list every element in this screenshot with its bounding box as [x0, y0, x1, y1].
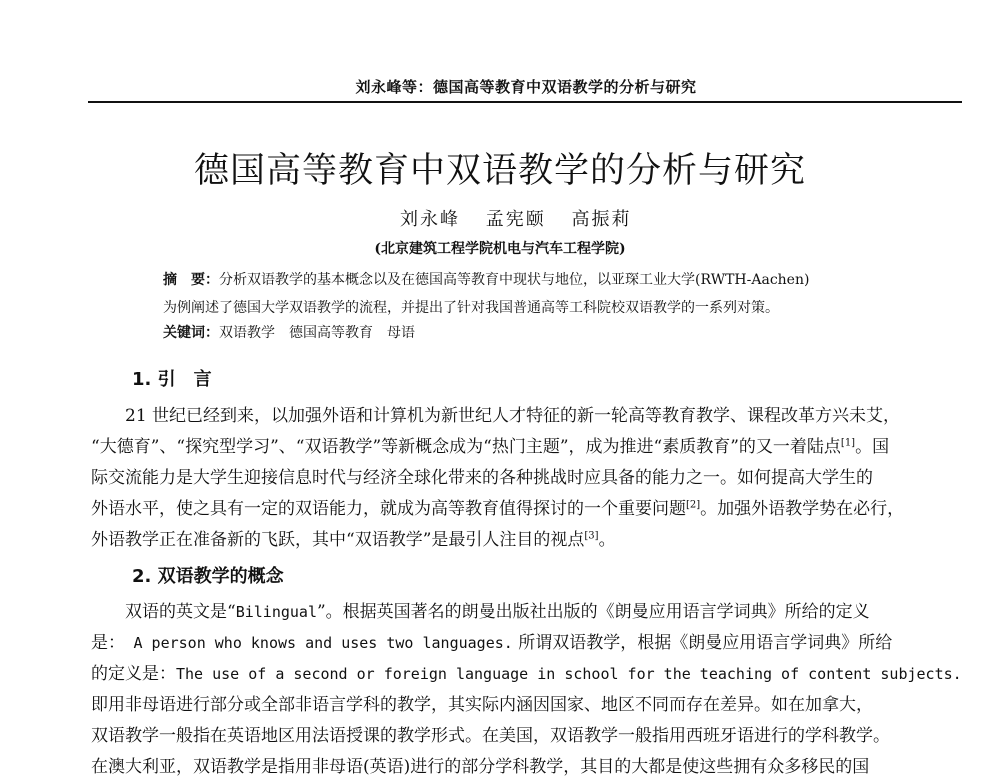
text-line: 的定义是：The use of a second or foreign language in school for the teaching of content subjects. [91, 664, 962, 684]
abstract [163, 266, 883, 322]
citation: [3] [584, 530, 599, 542]
author-list [400, 205, 649, 231]
text-line: 在澳大利亚，双语教学是指用非母语(英语)进行的部分学科教学，其目的大都是使这些拥有众多移民的国 [91, 757, 870, 777]
text-line: 是： A person who knows and uses two languages. 所谓双语教学，根据《朗曼应用语言学词典》所给 [91, 633, 893, 653]
text-line: 双语教学一般指在英语地区用法语授课的教学形式。在美国，双语教学一般指用西班牙语进行的学科教学。 [91, 726, 890, 746]
text-line: 际交流能力是大学生迎接信息时代与经济全球化带来的各种挑战时应具备的能力之一。如何提高大学生的 [91, 468, 873, 488]
affiliation: (北京建筑工程学院机电与汽车工程学院) [374, 241, 626, 257]
keywords [163, 322, 415, 342]
paragraph-introduction [91, 401, 931, 556]
author-name: 高振莉 [571, 209, 632, 230]
author-name: 刘永峰 [400, 209, 460, 230]
keywords-label: 关键词： [163, 325, 219, 341]
keywords-list: 双语教学 德国高等教育 母语 [219, 325, 415, 341]
text-line: 双语的英文是“Bilingual”。根据英国著名的朗曼出版社出版的《朗曼应用语言学词典》所给的定义 [125, 602, 870, 622]
citation: [1] [840, 437, 856, 449]
section-heading: 1. 引 言 [132, 369, 212, 390]
citation: [2] [686, 499, 701, 511]
text-line: 即用非母语进行部分或全部非语言学科的教学，其实际内涵因国家、地区不同而存在差异。如在加拿大， [91, 695, 873, 715]
abstract-text-line: 分析双语教学的基本概念以及在德国高等教育中现状与地位，以亚琛工业大学(RWTH-Aachen) [219, 272, 810, 288]
running-header: 刘永峰等：德国高等教育中双语教学的分析与研究 [355, 78, 697, 96]
section-heading: 2. 双语教学的概念 [132, 566, 284, 587]
paragraph-definition [91, 597, 962, 783]
text-line: 外语教学正在准备新的飞跃，其中“双语教学”是最引人注目的视点[3]。 [91, 530, 616, 550]
abstract-label: 摘 要： [163, 272, 219, 288]
text-line: 外语水平，使之具有一定的双语能力，就成为高等教育值得探讨的一个重要问题[2]。加强外语教学势在必行， [91, 499, 905, 519]
text-line: “大德育”、“探究型学习”、“双语教学”等新概念成为“热门主题”，成为推进“素质教育”的又一着陆点[1]。国 [91, 437, 890, 457]
author-name: 孟宪颐 [485, 209, 546, 230]
abstract-text-line: 为例阐述了德国大学双语教学的流程，并提出了针对我国普通高等工科院校双语教学的一系列对策。 [163, 300, 779, 316]
paper-title: 德国高等教育中双语教学的分析与研究 [193, 151, 806, 191]
header-rule [88, 101, 962, 103]
text-line: 21 世纪已经到来，以加强外语和计算机为新世纪人才特征的新一轮高等教育教学、课程改革方兴未艾， [125, 406, 901, 426]
